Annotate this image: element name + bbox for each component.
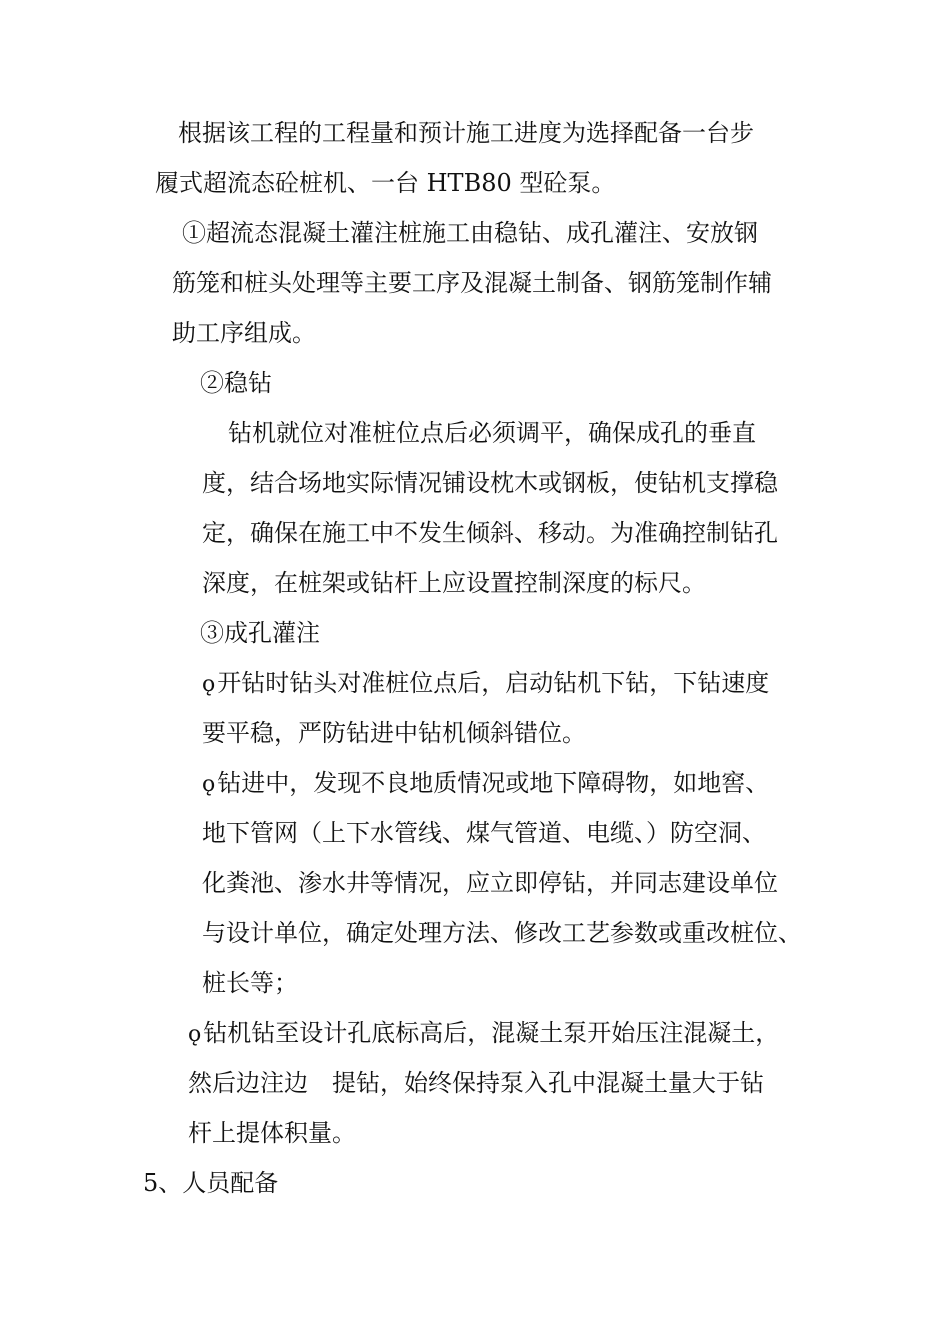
bullet-3-text: 钻机钻至设计孔底标高后，混凝土泵开始压注混凝土，	[203, 1019, 780, 1047]
bullet-3-line-1	[188, 1018, 779, 1048]
bullet-3-line-3: 杆上提体积量。	[188, 1119, 356, 1147]
bullet-2-line-3: 化粪池、渗水井等情况，应立即停钻，并同志建设单位	[202, 869, 778, 897]
paragraph-3-line-1: 钻机就位对准桩位点后必须调平，确保成孔的垂直	[228, 419, 756, 447]
bullet-2-text: 钻进中，发现不良地质情况或地下障碍物，如地窖、	[217, 769, 770, 797]
bullet-2-line-5: 桩长等；	[202, 969, 298, 997]
paragraph-1-line-1: 根据该工程的工程量和预计施工进度为选择配备一台步	[178, 119, 754, 147]
paragraph-1-line-2: 履式超流态砼桩机、一台 HTB80 型砼泵。	[155, 169, 616, 197]
bullet-1-text: 开钻时钻头对准桩位点后，启动钻机下钻，下钻速度	[217, 669, 770, 697]
bullet-2-line-4: 与设计单位，确定处理方法、修改工艺参数或重改桩位、	[202, 919, 802, 947]
paragraph-3-line-4: 深度，在桩架或钻杆上应设置控制深度的标尺。	[202, 569, 706, 597]
section-heading-chengkong: ③成孔灌注	[200, 619, 320, 647]
paragraph-2-line-2: 筋笼和桩头处理等主要工序及混凝土制备、钢筋笼制作辅	[172, 269, 772, 297]
bullet-2-line-1	[202, 768, 769, 798]
section-heading-renyuan: 5、人员配备	[143, 1169, 279, 1197]
bullet-1-line-1	[202, 668, 769, 698]
section-heading-wenzuan: ②稳钻	[200, 369, 272, 397]
bullet-marker-icon: ǫ	[188, 1022, 202, 1047]
paragraph-3-line-2: 度，结合场地实际情况铺设枕木或钢板，使钻机支撑稳	[202, 469, 778, 497]
bullet-3-line-2: 然后边注边 提钻，始终保持泵入孔中混凝土量大于钻	[188, 1069, 764, 1097]
paragraph-2-line-3: 助工序组成。	[172, 319, 316, 347]
bullet-marker-icon: ǫ	[202, 672, 216, 697]
paragraph-3-line-3: 定，确保在施工中不发生倾斜、移动。为准确控制钻孔	[202, 519, 778, 547]
bullet-marker-icon: ǫ	[202, 772, 216, 797]
bullet-1-line-2: 要平稳，严防钻进中钻机倾斜错位。	[202, 719, 586, 747]
paragraph-2-line-1: ①超流态混凝土灌注桩施工由稳钻、成孔灌注、安放钢	[182, 219, 758, 247]
bullet-2-line-2: 地下管网（上下水管线、煤气管道、电缆、）防空洞、	[202, 819, 766, 847]
